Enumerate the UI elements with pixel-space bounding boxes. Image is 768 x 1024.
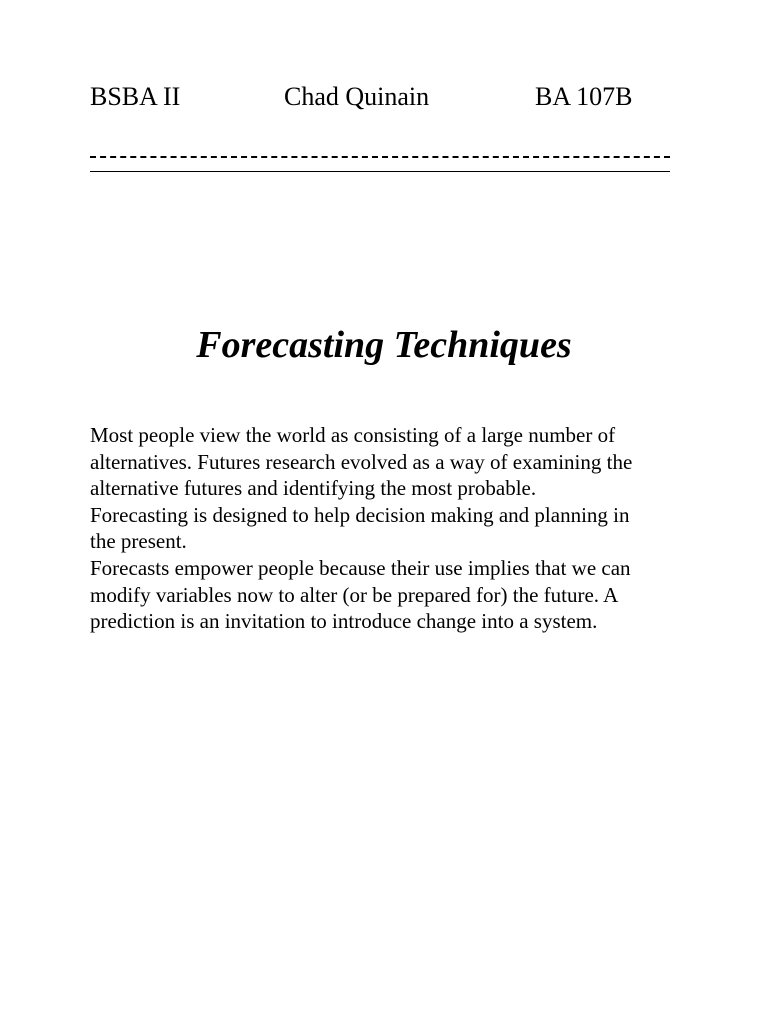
body-line: Most people view the world as consisting of a large number of — [90, 423, 616, 447]
dashed-rule — [90, 156, 670, 158]
body-line: modify variables now to alter (or be prepared for) the future. A — [90, 582, 619, 607]
solid-rule — [90, 171, 670, 172]
body-line: alternative futures and identifying the most probable. — [90, 476, 537, 501]
body-line: prediction is an invitation to introduce change into a system. — [90, 609, 598, 634]
header-course: BSBA II — [90, 82, 181, 111]
header-author-name: Chad Quinain — [284, 82, 430, 111]
document-title: Forecasting Techniques — [196, 324, 572, 366]
body-line: alternatives. Futures research evolved as a way of examining the — [90, 449, 633, 474]
header-subject-code: BA 107B — [535, 82, 633, 111]
body-line: the present. — [90, 529, 187, 554]
body-line: Forecasts empower people because their use implies that we can — [90, 555, 631, 580]
header-divider — [90, 147, 670, 177]
body-line: Forecasting is designed to help decision making and planning in — [90, 502, 630, 527]
body-paragraphs — [90, 422, 690, 635]
